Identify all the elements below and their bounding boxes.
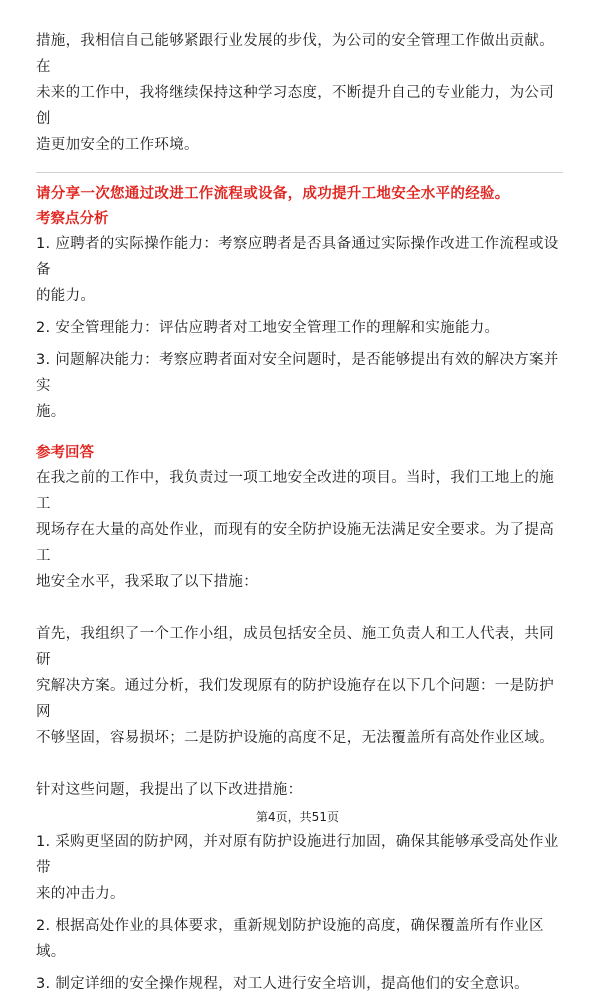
list-item	[36, 231, 563, 309]
page-content	[36, 28, 563, 1003]
text-line: 3. 问题解决能力：考察应聘者面对安全问题时，是否能够提出有效的解决方案并实	[36, 352, 559, 394]
text-line: 1. 应聘者的实际操作能力：考察应聘者是否具备通过实际操作改进工作流程或设备	[36, 236, 559, 278]
text-line: 现场存在大量的高处作业，而现有的安全防护设施无法满足安全要求。为了提高工	[36, 522, 554, 564]
answer-paragraph-2	[36, 621, 563, 751]
divider	[36, 172, 563, 173]
text-line: 首先，我组织了一个工作小组，成员包括安全员、施工负责人和工人代表，共同研	[36, 626, 554, 668]
answer-paragraph-3: 针对这些问题，我提出了以下改进措施：	[36, 782, 303, 798]
text-line: 不够坚固，容易损坏；二是防护设施的高度不足，无法覆盖所有高处作业区域。	[36, 730, 554, 746]
analysis-heading: 考察点分析	[36, 211, 109, 227]
list-item	[36, 829, 563, 907]
intro-paragraph	[36, 28, 563, 158]
text-line: 施。	[36, 404, 66, 420]
answer-paragraph-1	[36, 465, 563, 595]
question-title: 请分享一次您通过改进工作流程或设备，成功提升工地安全水平的经验。	[36, 186, 510, 202]
text-line: 在我之前的工作中，我负责过一项工地安全改进的项目。当时，我们工地上的施工	[36, 470, 554, 512]
list-item	[36, 971, 563, 997]
list-item	[36, 315, 563, 341]
text-line: 来的冲击力。	[36, 886, 125, 902]
text-line: 造更加安全的工作环境。	[36, 137, 199, 153]
text-line: 2. 根据高处作业的具体要求，重新规划防护设施的高度，确保覆盖所有作业区域。	[36, 918, 544, 960]
measures-list	[36, 829, 563, 997]
text-line: 究解决方案。通过分析，我们发现原有的防护设施存在以下几个问题：一是防护网	[36, 678, 554, 720]
analysis-list	[36, 231, 563, 425]
list-item	[36, 913, 563, 965]
text-line: 的能力。	[36, 288, 96, 304]
answer-heading: 参考回答	[36, 445, 94, 461]
text-line: 2. 安全管理能力：评估应聘者对工地安全管理工作的理解和实施能力。	[36, 320, 500, 336]
text-line: 1. 采购更坚固的防护网，并对原有防护设施进行加固，确保其能够承受高处作业带	[36, 834, 559, 876]
list-item	[36, 347, 563, 425]
text-line: 3. 制定详细的安全操作规程，对工人进行安全培训，提高他们的安全意识。	[36, 976, 529, 992]
text-line: 未来的工作中，我将继续保持这种学习态度，不断提升自己的专业能力，为公司创	[36, 85, 554, 127]
text-line: 措施，我相信自己能够紧跟行业发展的步伐，为公司的安全管理工作做出贡献。在	[36, 33, 554, 75]
text-line: 地安全水平，我采取了以下措施：	[36, 574, 258, 590]
page-number: 第4页，共51页	[256, 810, 339, 824]
